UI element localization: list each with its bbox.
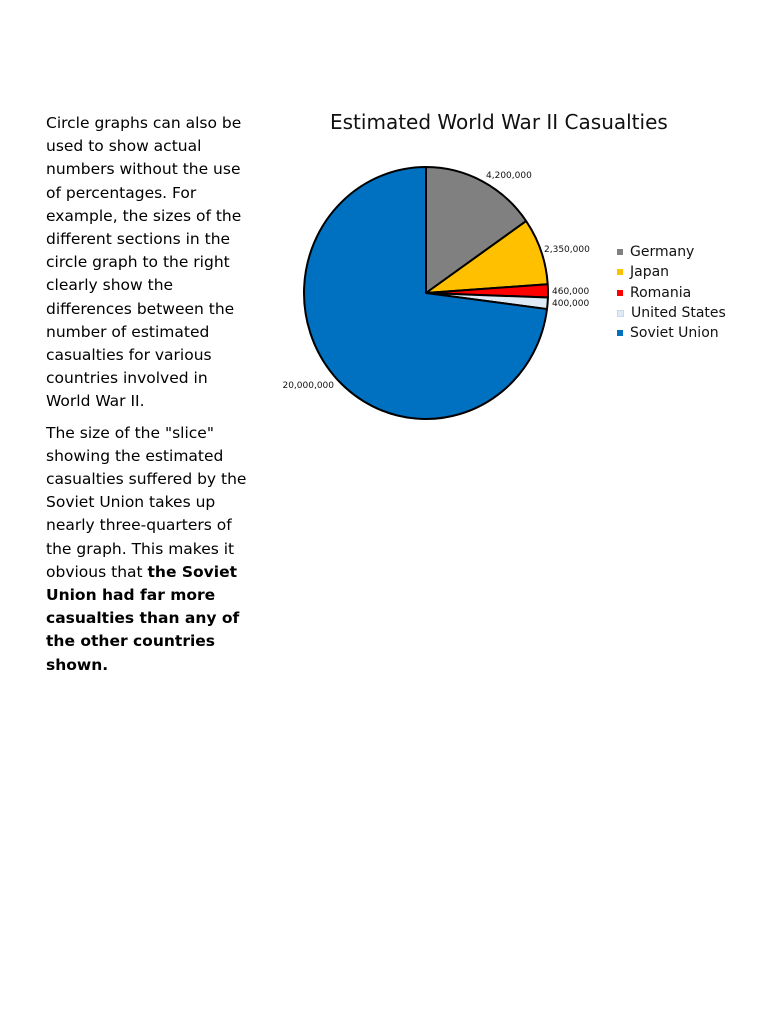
legend-label: Germany	[630, 244, 695, 261]
legend-swatch	[617, 290, 623, 296]
legend-item-germany	[617, 242, 726, 262]
chart-title: Estimated World War II Casualties	[330, 110, 668, 134]
legend-swatch	[617, 249, 623, 255]
explanation-text	[46, 112, 252, 685]
pie-slices	[304, 167, 548, 419]
data-label-united-states: 400,000	[552, 299, 590, 309]
legend-swatch	[617, 330, 623, 336]
legend-item-soviet-union	[617, 323, 726, 343]
data-label-soviet-union: 20,000,000	[282, 381, 334, 391]
data-label-japan: 2,350,000	[544, 245, 590, 255]
legend-item-japan	[617, 262, 726, 282]
paragraph-1: Circle graphs can also be used to show actual numbers without the use of percentages. For example, the sizes of the different sections in the circle graph to the right clearly show the differences between the number of estimated casualties for various countries involved in World War II.	[46, 114, 242, 411]
legend-label: Soviet Union	[630, 325, 719, 342]
paragraph-2	[46, 422, 252, 677]
legend-swatch	[617, 310, 624, 317]
legend-label: Japan	[630, 264, 670, 281]
legend-swatch	[617, 269, 623, 275]
paragraph-2-bold: the Soviet Union had far more casualties than any of the other countries shown.	[46, 562, 240, 674]
data-label-germany: 4,200,000	[486, 171, 532, 181]
legend-label: United States	[631, 305, 726, 322]
legend-label: Romania	[630, 284, 692, 301]
legend-item-romania	[617, 283, 726, 303]
legend-item-united-states	[617, 303, 726, 323]
data-label-romania: 460,000	[552, 287, 590, 297]
paragraph-2-text: The size of the "slice" showing the estimated casualties suffered by the Soviet Union takes up nearly three-quarters of the graph. This makes it obvious that	[46, 423, 247, 581]
chart-legend	[617, 242, 726, 343]
